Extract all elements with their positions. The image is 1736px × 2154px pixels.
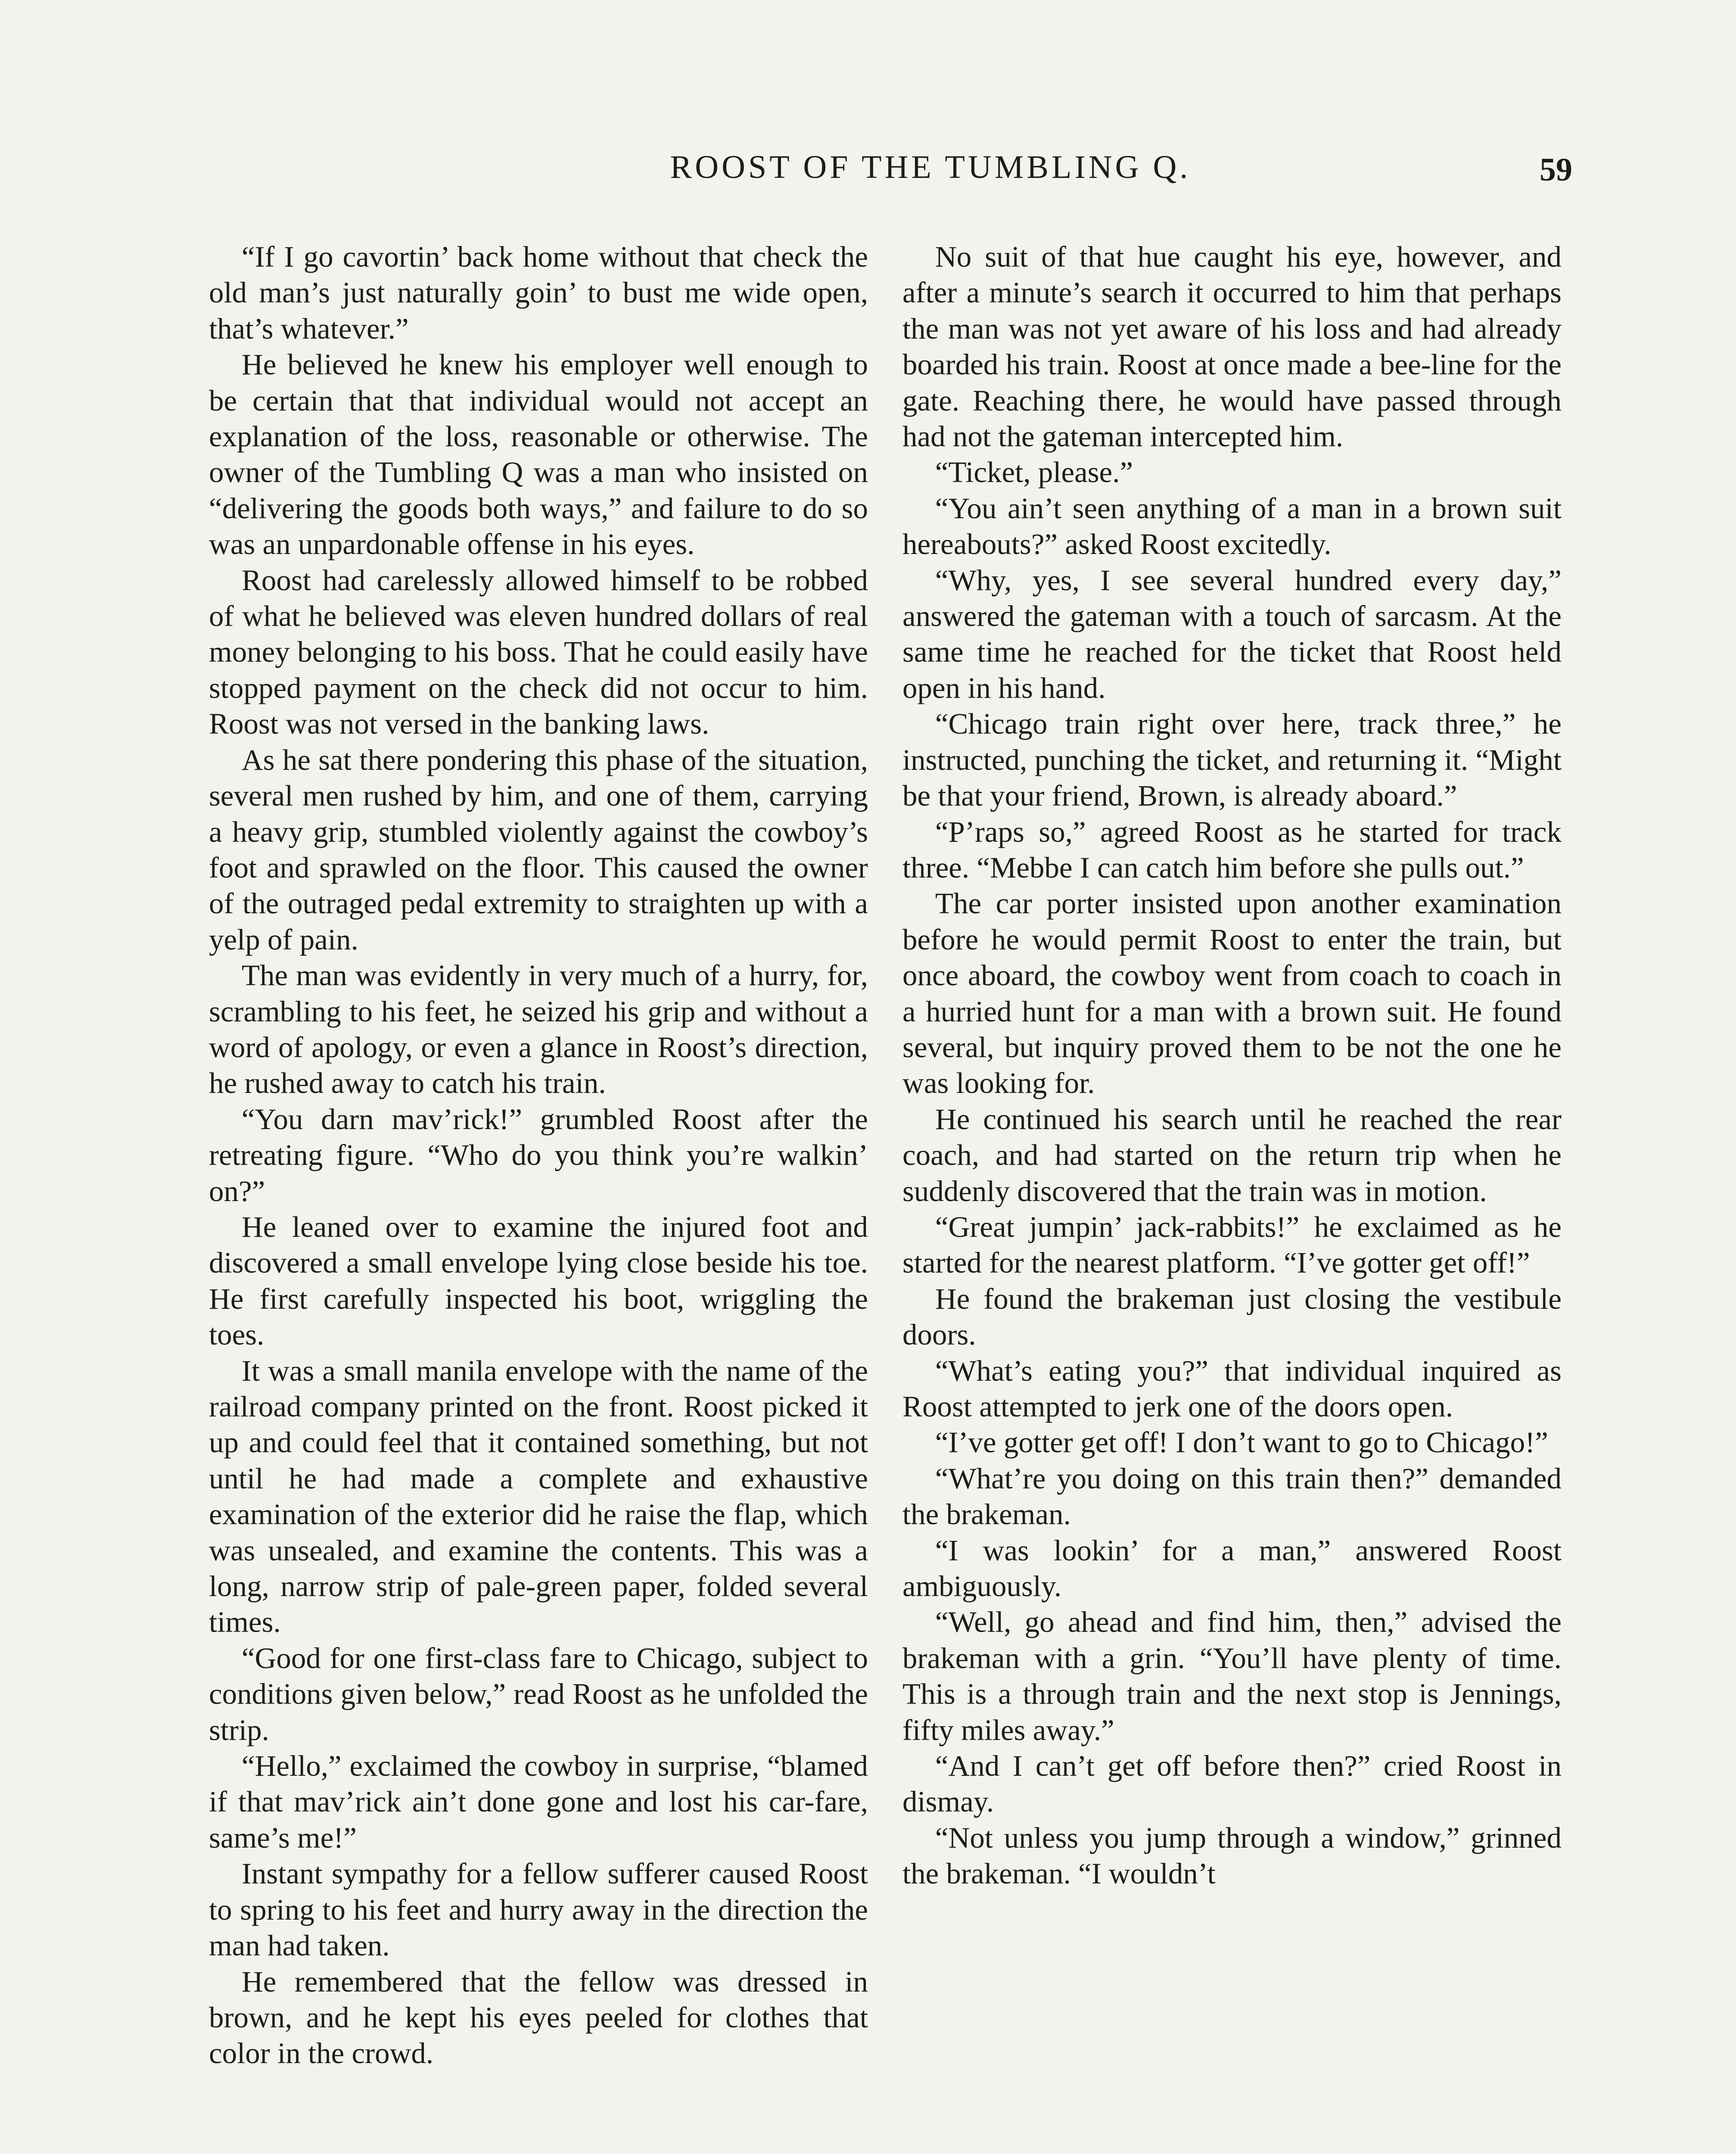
paragraph: “Well, go ahead and find him, then,” advised the brakeman with a grin. “You’ll have plenty of time. This is a through train and the next stop is Jennings, fifty miles away.” — [902, 1606, 1562, 1746]
paragraph: “What’s eating you?” that individual inquired as Roost attempted to jerk one of the doors open. — [902, 1354, 1562, 1423]
paragraph: “You darn mav’rick!” grumbled Roost after the retreating figure. “Who do you think you’re walkin’ on?” — [209, 1102, 868, 1208]
paragraph: He found the brakeman just closing the vestibule doors. — [902, 1282, 1562, 1351]
paragraph: “You ain’t seen anything of a man in a brown suit hereabouts?” asked Roost excitedly. — [902, 492, 1562, 561]
paragraph: “If I go cavortin’ back home without that check the old man’s just naturally goin’ to bust me wide open, that’s whatever.” — [209, 240, 868, 345]
paragraph: As he sat there pondering this phase of the situation, several men rushed by him, and one of them, carrying a heavy grip, stumbled violently against the cowboy’s foot and sprawled on the floor. This caused the owner of the outraged pedal extremity to straighten up with a yelp of pain. — [209, 743, 868, 956]
paragraph: Instant sympathy for a fellow sufferer caused Roost to spring to his feet and hurry away in the direction the man had taken. — [209, 1857, 868, 1962]
paragraph: Roost had carelessly allowed himself to be robbed of what he believed was eleven hundred dollars of real money belonging to his boss. That he could easily have stopped payment on the check did not occur to him. Roost was not versed in the banking laws. — [209, 563, 868, 741]
left-column — [209, 239, 868, 2154]
paragraph: He believed he knew his employer well enough to be certain that that individual would not accept an explanation of the loss, reasonable or otherwise. The owner of the Tumbling Q was a man who insisted on “delivering the goods both ways,” and failure to do so was an unpardonable offense in his eyes. — [209, 348, 868, 561]
paragraph: “Chicago train right over here, track three,” he instructed, punching the ticket, and returning it. “Might be that your friend, Brown, is already aboard.” — [902, 707, 1562, 812]
text-columns — [209, 239, 1562, 2154]
paragraph: He remembered that the fellow was dressed in brown, and he kept his eyes peeled for clothes that color in the crowd. — [209, 1965, 868, 2070]
paragraph: “Great jumpin’ jack-rabbits!” he exclaimed as he started for the nearest platform. “I’ve gotter get off!” — [902, 1210, 1562, 1279]
paragraph: “And I can’t get off before then?” cried Roost in dismay. — [902, 1749, 1562, 1818]
paragraph: He continued his search until he reached the rear coach, and had started on the return trip when he suddenly discovered that the train was in motion. — [902, 1102, 1562, 1208]
paragraph: The car porter insisted upon another examination before he would permit Roost to enter the train, but once aboard, the cowboy went from coach to coach in a hurried hunt for a man with a brown suit. He found several, but inquiry proved them to be not the one he was looking for. — [902, 887, 1562, 1100]
paragraph: “Ticket, please.” — [935, 456, 1133, 489]
paragraph: “Not unless you jump through a window,” grinned the brakeman. “I wouldn’t — [902, 1821, 1562, 1890]
running-title: ROOST OF THE TUMBLING Q. — [670, 149, 1191, 185]
paragraph: “Why, yes, I see several hundred every day,” answered the gateman with a touch of sarcasm. At the same time he reached for the ticket that Roost held open in his hand. — [902, 563, 1562, 704]
paragraph: He leaned over to examine the injured foot and discovered a small envelope lying close beside his toe. He first carefully inspected his boot, wriggling the toes. — [209, 1210, 868, 1351]
paragraph: “I was lookin’ for a man,” answered Roost ambiguously. — [902, 1534, 1562, 1603]
paragraph: The man was evidently in very much of a hurry, for, scrambling to his feet, he seized his grip and without a word of apology, or even a glance in Roost’s direction, he rushed away to catch his train. — [209, 959, 868, 1100]
page-number: 59 — [1540, 152, 1572, 188]
paragraph: “P’raps so,” agreed Roost as he started for track three. “Mebbe I can catch him before she pulls out.” — [902, 815, 1562, 884]
paragraph: “Good for one first-class fare to Chicago, subject to conditions given below,” read Roost as he unfolded the strip. — [209, 1641, 868, 1746]
page-header — [0, 149, 1736, 200]
paragraph: “I’ve gotter get off! I don’t want to go to Chicago!” — [935, 1426, 1548, 1459]
right-column — [902, 239, 1562, 2154]
paragraph: “What’re you doing on this train then?” demanded the brakeman. — [902, 1462, 1562, 1531]
paragraph: “Hello,” exclaimed the cowboy in surprise, “blamed if that mav’rick ain’t done gone and lost his car-fare, same’s me!” — [209, 1749, 868, 1854]
paragraph: It was a small manila envelope with the name of the railroad company printed on the front. Roost picked it up and could feel that it contained something, but not until he had made a complete and exhaustive examination of the exterior did he raise the flap, which was unsealed, and examine the contents. This was a long, narrow strip of pale-green paper, folded several times. — [209, 1354, 868, 1639]
paragraph: No suit of that hue caught his eye, however, and after a minute’s search it occurred to him that perhaps the man was not yet aware of his loss and had already boarded his train. Roost at once made a bee-line for the gate. Reaching there, he would have passed through had not the gateman intercepted him. — [902, 240, 1562, 453]
